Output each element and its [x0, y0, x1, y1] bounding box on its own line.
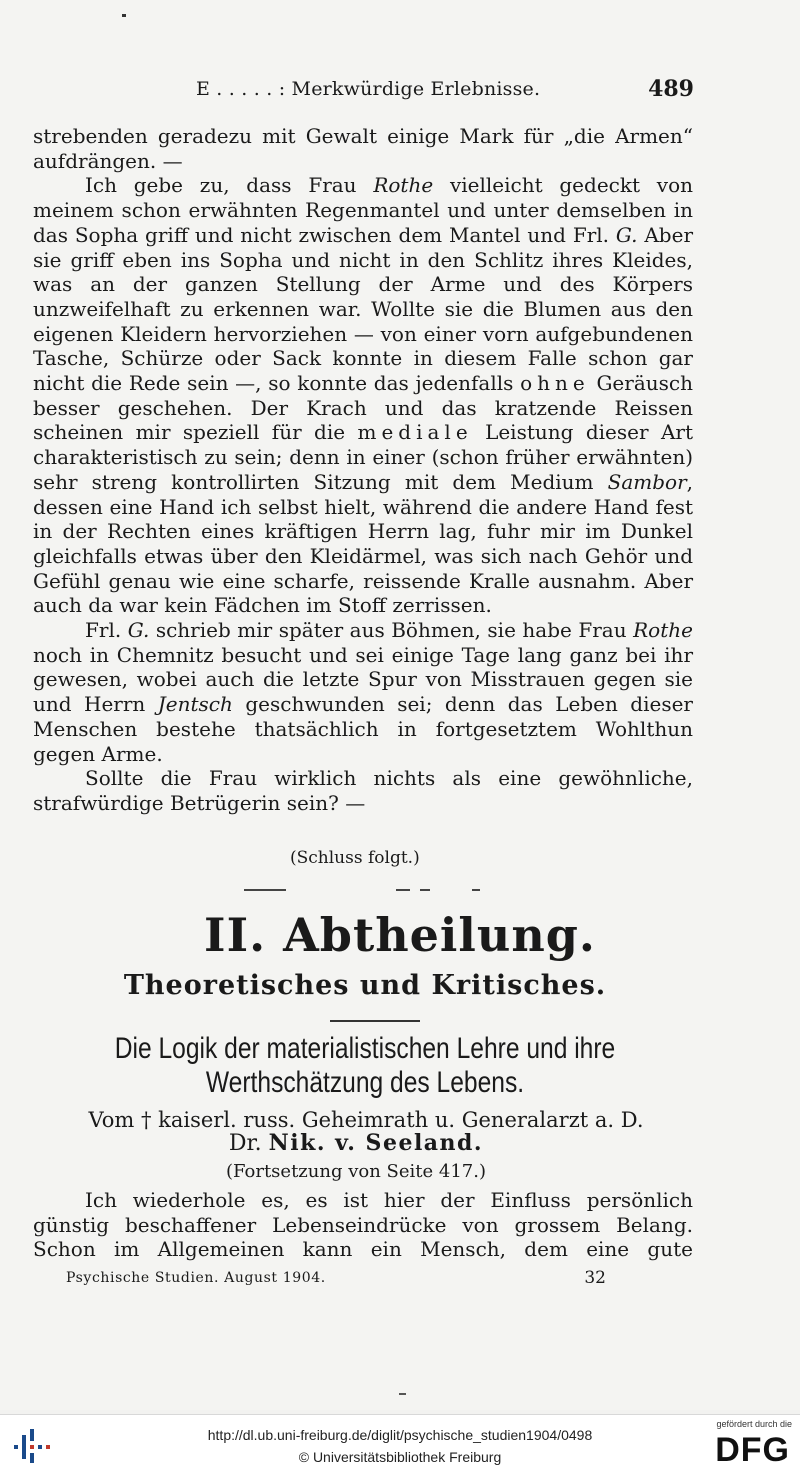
- text-run: Leistung dieser Art charakteristisch zu sein; denn in einer (schon früher erwähnten) sehr streng kontrollirten Sitzung mit dem Medium: [33, 420, 694, 494]
- name-sambor: Sambor: [607, 469, 687, 494]
- dfg-mark: DFG: [715, 1431, 790, 1469]
- text-run: Frl.: [85, 618, 128, 643]
- article-text: [33, 1188, 693, 1262]
- text-run: Geräusch besser geschehen. Der Krach und das kratzende Reissen scheinen mir speziell für die: [33, 371, 693, 445]
- separator-dash: [244, 889, 286, 891]
- article-paragraph: Ich wiederhole es, es ist hier der Einfluss persönlich günstig beschaffener Lebenseindrücke von grossem Belang. Schon im Allgemeinen kann ein Mensch, dem eine gute: [33, 1188, 693, 1262]
- text-run: Ich gebe zu, dass Frau: [85, 173, 374, 198]
- article-title-line: Die Logik der materialistischen Lehre und ihre: [114, 1032, 616, 1065]
- separator-dash: [396, 889, 410, 891]
- author: [0, 1130, 712, 1156]
- divider: [330, 1020, 420, 1022]
- copyright-notice: © Universitätsbibliothek Freiburg: [298, 1449, 502, 1465]
- main-text: [33, 124, 693, 816]
- dfg-logo[interactable]: [702, 1419, 792, 1471]
- print-mark: [122, 14, 126, 17]
- emphasis-mediale: mediale: [357, 420, 473, 445]
- viewer-footer: [0, 1414, 800, 1473]
- text-run: Aber sie griff eben ins Sopha und nicht in den Schlitz ihres Kleides, was an der ganzen Stellung der Arme und des Körpers unzweifelhaft zu erkennen war. Wollte sie die Blumen aus den eigenen Kleidern hervorziehen — von einer vorn aufgebundenen Tasche, Schürze oder Sack konnte in diesem Falle schon gar nicht die Rede sein —, so konnte das jedenfalls: [33, 222, 693, 396]
- article-title: [66, 1032, 665, 1100]
- running-header: [196, 76, 694, 102]
- signature-mark: 32: [584, 1268, 606, 1288]
- section-subheading: Theoretisches und Kritisches.: [123, 970, 607, 1001]
- name-rothe: Rothe: [373, 173, 434, 198]
- article-title-line: Werthschätzung des Lebens.: [205, 1066, 525, 1099]
- separator-dash: [420, 889, 430, 891]
- section-heading: II. Abtheilung.: [204, 908, 596, 962]
- text-run: schrieb mir später aus Böhmen, sie habe Frau: [149, 618, 634, 643]
- emphasis-ohne: ohne: [520, 371, 590, 396]
- text-run: , dessen eine Hand ich selbst hielt, während die andere Hand fest in der Rechten eines kräftigen Herrn lag, fuhr mir im Dunkel gleichfalls etwas über den Kleidärmel, was sich nach Gehör und Gefühl genau wie eine scharfe, reissende Kralle ausnahm. Aber auch da war kein Fädchen im Stoff zerrissen.: [33, 469, 693, 618]
- print-mark: [399, 1393, 406, 1395]
- text-run: vielleicht gedeckt von meinem schon erwähnten Regenmantel und unter demselben in das Sopha griff und nicht zwischen dem Mantel und Frl.: [33, 173, 693, 247]
- name-g: G.: [615, 222, 638, 247]
- author-name: Nik. v. Seeland.: [268, 1130, 484, 1156]
- separator-dash: [472, 889, 480, 891]
- page-number: 489: [648, 76, 694, 102]
- continuation-note: (Fortsetzung von Seite 417.): [225, 1161, 486, 1182]
- permalink[interactable]: http://dl.ub.uni-freiburg.de/diglit/psychische_studien1904/0498: [207, 1427, 593, 1443]
- journal-line: Psychische Studien. August 1904.: [66, 1270, 326, 1286]
- name-jentsch: Jentsch: [157, 692, 233, 717]
- paragraph-1: strebenden geradezu mit Gewalt einige Mark für „die Armen“ aufdrängen. —: [33, 124, 693, 173]
- author-prefix: Dr.: [228, 1131, 262, 1156]
- paragraph-2: [33, 173, 693, 618]
- name-g: G.: [127, 618, 150, 643]
- running-title: E . . . . . : Merkwürdige Erlebnisse.: [196, 78, 541, 100]
- page-footer: [66, 1270, 606, 1292]
- paragraph-3: [33, 618, 693, 766]
- name-rothe: Rothe: [633, 618, 693, 643]
- to-be-concluded: (Schluss folgt.): [290, 848, 420, 868]
- author-byline: Vom † kaiserl. russ. Geheimrath u. Generalarzt a. D.: [88, 1108, 644, 1132]
- text-run: noch in Chemnitz besucht und sei einige Tage lang ganz bei ihr gewesen, wobei auch die letzte Spur von Misstrauen gegen sie und Herrn: [33, 642, 693, 717]
- text-run: geschwunden sei; denn das Leben dieser Menschen bestehe thatsächlich in fortgesetztem Wohlthun gegen Arme.: [33, 692, 693, 766]
- paragraph-4: Sollte die Frau wirklich nichts als eine gewöhnliche, strafwürdige Betrügerin sein? —: [33, 766, 693, 815]
- funded-by-label: gefördert durch die: [716, 1419, 792, 1429]
